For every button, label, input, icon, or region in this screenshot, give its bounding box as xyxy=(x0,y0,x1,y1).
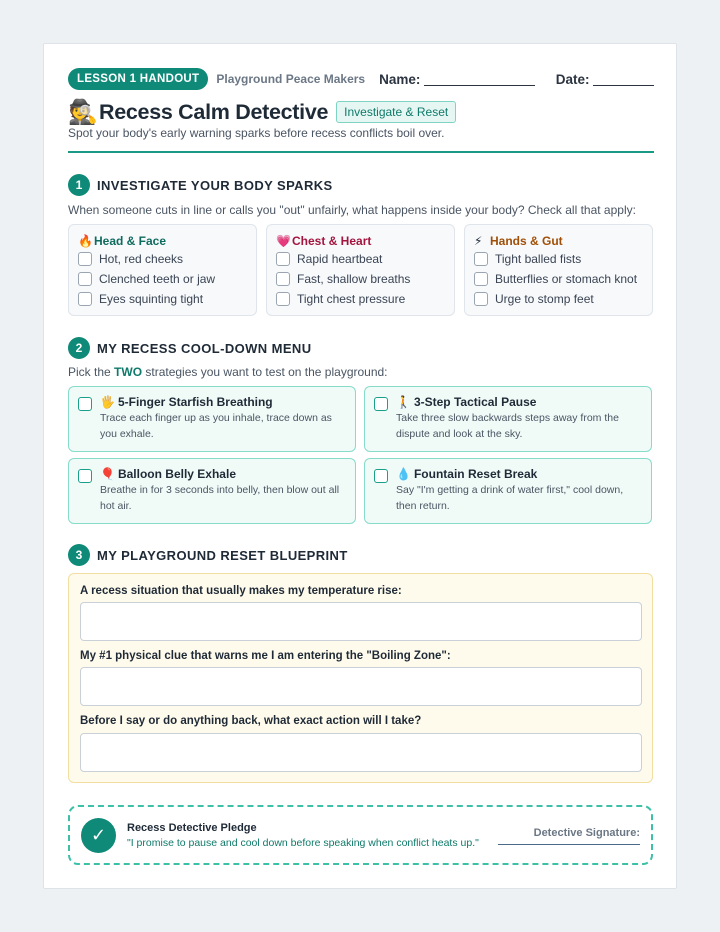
date-field-line[interactable] xyxy=(593,72,654,86)
strategy-title-text: 5-Finger Starfish Breathing xyxy=(117,395,273,409)
blueprint-answer-field[interactable] xyxy=(80,733,642,772)
strategy-card-fountain-reset[interactable] xyxy=(364,458,652,524)
section1-title: INVESTIGATE YOUR BODY SPARKS xyxy=(97,177,333,193)
section2-heading xyxy=(68,337,311,359)
strategy-title-text: 3-Step Tactical Pause xyxy=(413,395,537,409)
heart-icon: 💗 xyxy=(276,234,291,248)
checklist-item-label: Tight balled fists xyxy=(495,252,582,266)
name-field-line[interactable] xyxy=(424,72,534,86)
title-row xyxy=(68,97,456,127)
fire-icon: 🔥 xyxy=(78,234,93,248)
checklist-item-label: Eyes squinting tight xyxy=(99,292,204,306)
strategy-title xyxy=(100,467,236,481)
checklist-item[interactable] xyxy=(474,272,637,286)
blueprint-question: My #1 physical clue that warns me I am entering the "Boiling Zone": xyxy=(80,650,451,662)
signature-line[interactable]: Detective Signature: xyxy=(498,827,640,845)
blueprint-question: A recess situation that usually makes my temperature rise: xyxy=(80,585,402,597)
strategy-checkbox[interactable] xyxy=(374,469,388,483)
blueprint-answer-field[interactable] xyxy=(80,602,642,641)
strategy-card-balloon-belly[interactable] xyxy=(68,458,356,524)
checklist-item[interactable] xyxy=(474,292,594,306)
spark-card-title: Chest & Heart xyxy=(292,234,372,248)
section1-number: 1 xyxy=(68,174,90,196)
checklist-item-label: Fast, shallow breaths xyxy=(297,272,411,286)
strategy-description: Breathe in for 3 seconds into belly, then blow out all hot air. xyxy=(100,484,340,512)
spark-card-title: Head & Face xyxy=(94,234,167,248)
checkbox[interactable] xyxy=(78,252,92,266)
lightning-icon: ⚡ xyxy=(474,234,483,248)
checkmark-icon: ✓ xyxy=(81,818,116,853)
name-label: Name: xyxy=(379,71,421,87)
checkbox[interactable] xyxy=(474,292,488,306)
page-subtitle: Spot your body's early warning sparks before recess conflicts boil over. xyxy=(68,126,445,140)
checklist-item-label: Tight chest pressure xyxy=(297,292,406,306)
section2-desc-post: strategies you want to test on the playground: xyxy=(142,365,388,379)
checklist-item[interactable] xyxy=(78,252,183,266)
checklist-item[interactable] xyxy=(78,292,203,306)
handout-page xyxy=(43,43,677,889)
section3-number: 3 xyxy=(68,544,90,566)
section2-title: MY RECESS COOL-DOWN MENU xyxy=(97,340,312,356)
header-divider xyxy=(68,151,654,153)
strategy-title-text: Balloon Belly Exhale xyxy=(117,467,236,481)
checklist-item-label: Clenched teeth or jaw xyxy=(99,272,216,286)
strategy-checkbox[interactable] xyxy=(78,469,92,483)
page-title: Recess Calm Detective xyxy=(99,99,329,124)
hand-icon: 🖐 xyxy=(100,395,115,409)
blueprint-answer-field[interactable] xyxy=(80,667,642,706)
reset-blueprint-box xyxy=(68,573,653,783)
strategy-card-starfish[interactable] xyxy=(68,386,356,452)
strategy-checkbox[interactable] xyxy=(374,397,388,411)
spark-card-heading xyxy=(474,234,563,248)
section3-title: MY PLAYGROUND RESET BLUEPRINT xyxy=(97,547,348,563)
strategy-description: Say "I'm getting a drink of water first," cool down, then return. xyxy=(396,484,624,512)
strategy-description: Take three slow backwards steps away from the dispute and look at the sky. xyxy=(396,412,619,440)
section3-heading xyxy=(68,544,348,566)
checkbox[interactable] xyxy=(276,272,290,286)
strategy-title xyxy=(396,467,537,481)
spark-card-heading xyxy=(78,234,166,248)
date-label: Date: xyxy=(555,71,590,87)
checklist-item[interactable] xyxy=(276,252,382,266)
header-row xyxy=(68,68,654,90)
org-name: Playground Peace Makers xyxy=(216,72,366,86)
balloon-icon: 🎈 xyxy=(100,467,115,481)
section1-heading xyxy=(68,174,333,196)
pledge-title: Recess Detective Pledge xyxy=(127,822,257,834)
checkbox[interactable] xyxy=(276,292,290,306)
section2-description xyxy=(68,365,388,379)
spark-card-chest-heart xyxy=(266,224,455,316)
checklist-item[interactable] xyxy=(78,272,215,286)
strategy-checkbox[interactable] xyxy=(78,397,92,411)
checklist-item-label: Urge to stomp feet xyxy=(495,292,594,306)
strategy-title-text: Fountain Reset Break xyxy=(413,467,538,481)
detective-icon: 🕵️ xyxy=(68,98,98,126)
lesson-badge: LESSON 1 HANDOUT xyxy=(68,68,208,90)
checkbox[interactable] xyxy=(78,272,92,286)
section2-number: 2 xyxy=(68,337,90,359)
water-drop-icon: 💧 xyxy=(396,467,411,481)
checklist-item-label: Butterflies or stomach knot xyxy=(495,272,638,286)
checkbox[interactable] xyxy=(474,252,488,266)
section2-desc-pre: Pick the xyxy=(68,365,115,379)
pledge-box xyxy=(68,805,653,865)
strategy-description: Trace each finger up as you inhale, trace down as you exhale. xyxy=(100,412,332,440)
strategy-card-tactical-pause[interactable] xyxy=(364,386,652,452)
checkbox[interactable] xyxy=(78,292,92,306)
section1-description: When someone cuts in line or calls you "out" unfairly, what happens inside your body? Check all that apply: xyxy=(68,203,636,217)
spark-card-hands-gut xyxy=(464,224,653,316)
spark-card-head-face xyxy=(68,224,257,316)
checklist-item-label: Rapid heartbeat xyxy=(297,252,383,266)
checklist-item[interactable] xyxy=(474,252,581,266)
section2-desc-emphasis: TWO xyxy=(114,365,143,379)
checkbox[interactable] xyxy=(276,252,290,266)
pledge-quote: "I promise to pause and cool down before speaking when conflict heats up." xyxy=(127,837,479,849)
spark-card-heading xyxy=(276,234,371,248)
checkbox[interactable] xyxy=(474,272,488,286)
walking-person-icon: 🚶 xyxy=(396,395,411,409)
strategy-title xyxy=(396,395,536,409)
blueprint-question: Before I say or do anything back, what exact action will I take? xyxy=(80,715,422,727)
checklist-item-label: Hot, red cheeks xyxy=(99,252,184,266)
title-tag: Investigate & Reset xyxy=(336,101,456,123)
checklist-item[interactable] xyxy=(276,272,410,286)
strategy-title xyxy=(100,395,273,409)
checklist-item[interactable] xyxy=(276,292,405,306)
spark-card-title: Hands & Gut xyxy=(490,234,563,248)
